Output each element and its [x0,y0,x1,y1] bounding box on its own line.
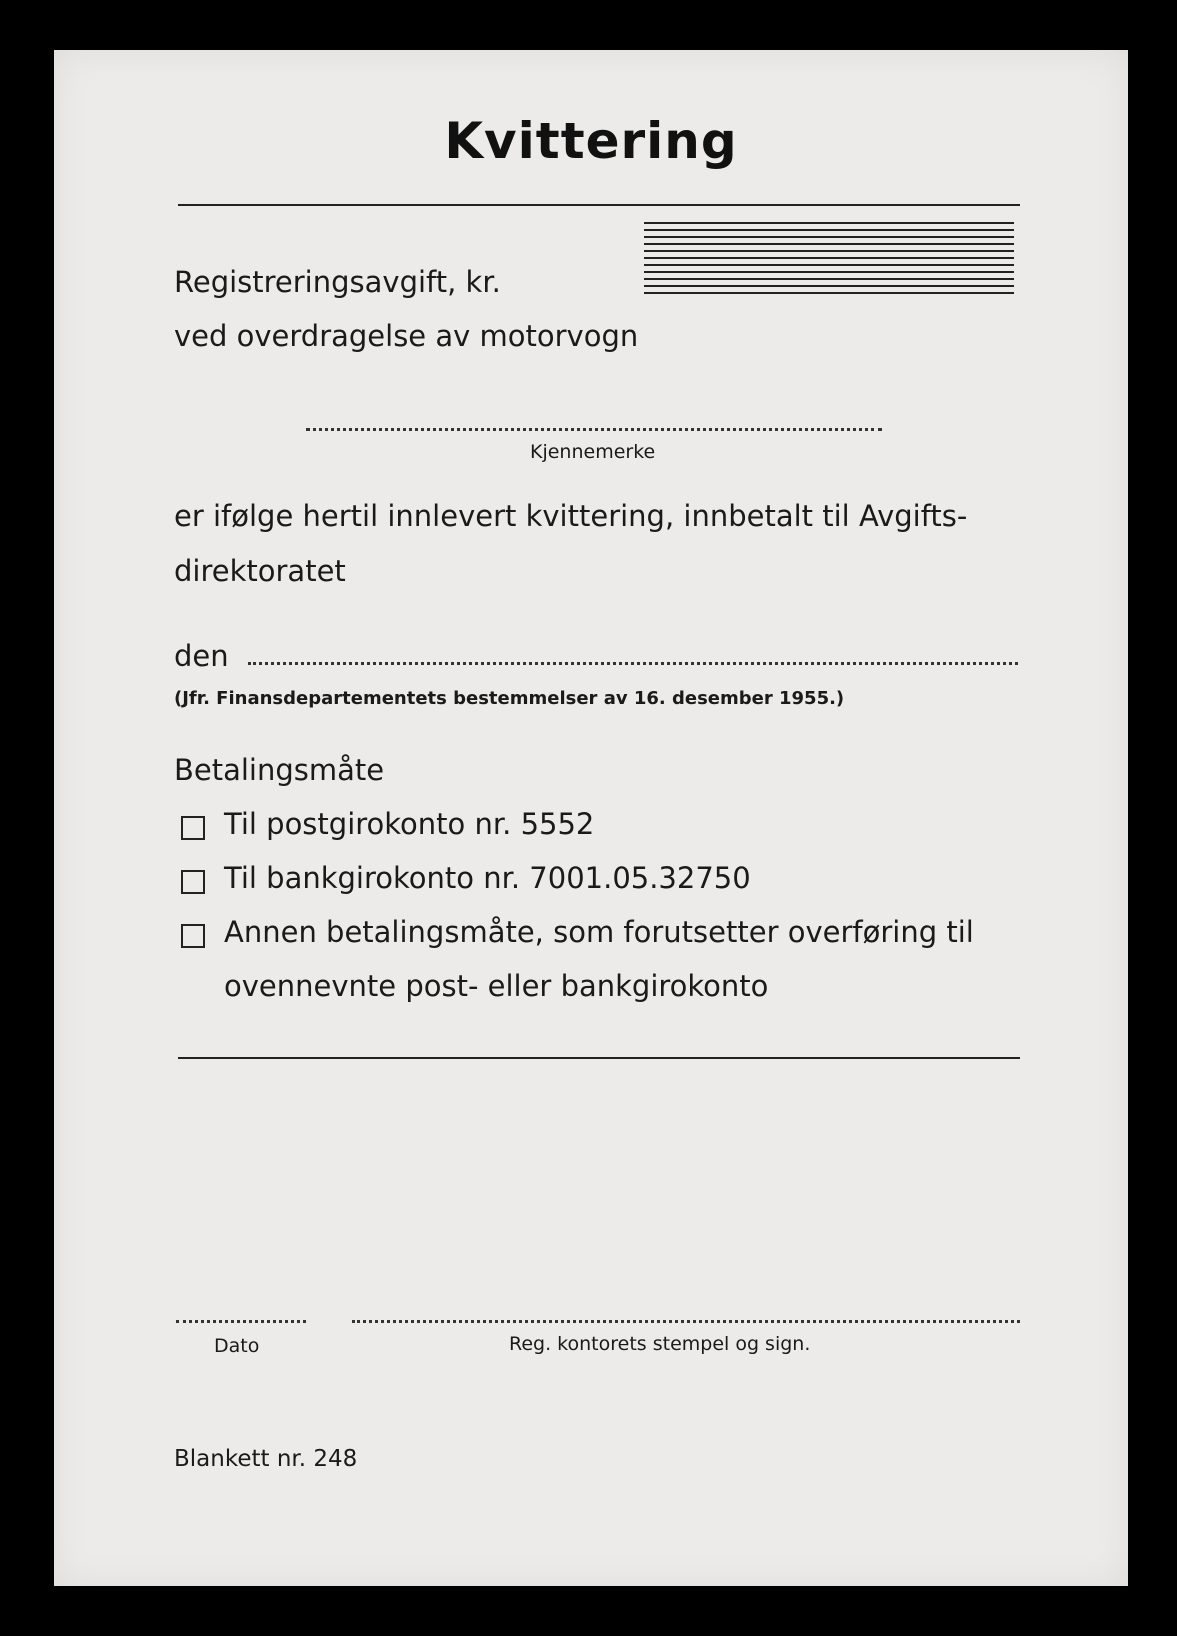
plate-field[interactable] [306,428,882,431]
stamp-signature-field[interactable] [352,1320,1020,1323]
plate-label: Kjennemerke [530,441,656,463]
signature-date-field[interactable] [176,1320,306,1323]
stamp-label: Reg. kontorets stempel og sign. [509,1333,811,1355]
fee-label-line1: Registreringsavgift, kr. [174,265,501,299]
body-line2: direktoratet [174,554,346,588]
receipt-form [54,50,1128,1586]
payment-date-field[interactable] [248,662,1018,665]
body-line1: er ifølge hertil innlevert kvittering, innbetalt til Avgifts- [174,499,968,533]
option-bankgiro-label: Til bankgirokonto nr. 7001.05.32750 [224,861,751,895]
bankgiro-checkbox[interactable] [181,870,205,894]
other-payment-checkbox[interactable] [181,924,205,948]
option-other-label-line2: ovennevnte post- eller bankgirokonto [224,969,769,1003]
date-prefix: den [174,639,229,673]
fee-label-line2: ved overdragelse av motorvogn [174,319,639,353]
postgiro-checkbox[interactable] [181,816,205,840]
option-postgiro-label: Til postgirokonto nr. 5552 [224,807,595,841]
regulation-note: (Jfr. Finansdepartementets bestemmelser av 16. desember 1955.) [174,688,845,709]
form-title: Kvittering [444,112,738,170]
title-underline [178,204,1020,206]
amount-hatch-box [644,222,1014,294]
form-number: Blankett nr. 248 [174,1446,358,1472]
option-other-label-line1: Annen betalingsmåte, som forutsetter overføring til [224,915,974,949]
section-divider [178,1057,1020,1059]
payment-heading: Betalingsmåte [174,753,385,787]
date-label: Dato [214,1335,260,1357]
